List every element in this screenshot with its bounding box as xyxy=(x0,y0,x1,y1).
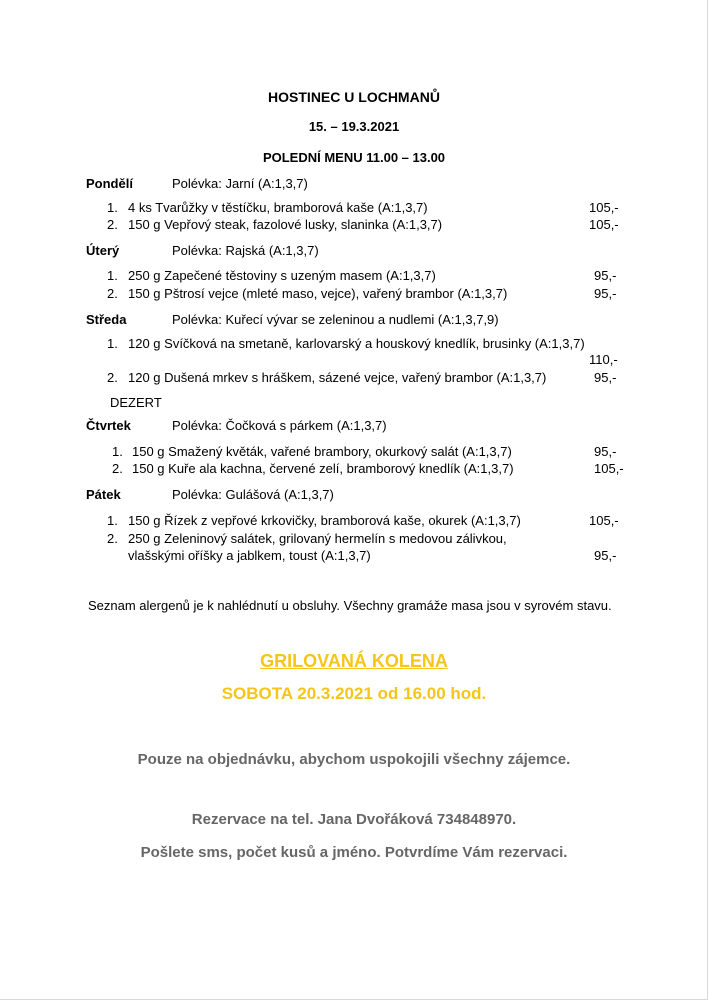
item-price: 110,- xyxy=(589,352,618,367)
item-number: 1. xyxy=(107,200,118,215)
day-name: Čtvrtek xyxy=(86,418,131,433)
promo-date: SOBOTA 20.3.2021 od 16.00 hod. xyxy=(221,684,487,703)
item-number: 1. xyxy=(107,268,118,283)
item-price: 95,- xyxy=(594,444,617,459)
item-text: 250 g Zeleninový salátek, grilovaný hermelín s medovou zálivkou, xyxy=(128,531,507,546)
item-number: 2. xyxy=(107,286,118,301)
item-text-continued: vlašskými oříšky a jablkem, toust (A:1,3,7) xyxy=(128,548,371,563)
item-text: 120 g Svíčková na smetaně, karlovarský a houskový knedlík, brusinky (A:1,3,7) xyxy=(128,336,585,351)
item-number: 1. xyxy=(107,513,118,528)
sms-info: Pošlete sms, počet kusů a jméno. Potvrdíme Vám rezervaci. xyxy=(140,844,568,861)
item-text: 150 g Kuře ala kachna, červené zelí, bramborový knedlík (A:1,3,7) xyxy=(132,461,514,476)
week-dates: 15. – 19.3.2021 xyxy=(308,119,400,134)
order-info: Pouze na objednávku, abychom uspokojili všechny zájemce. xyxy=(137,751,571,768)
item-text: 4 ks Tvarůžky v těstíčku, bramborová kaše (A:1,3,7) xyxy=(128,200,428,215)
item-price: 95,- xyxy=(594,286,617,301)
day-soup: Polévka: Čočková s párkem (A:1,3,7) xyxy=(172,418,387,433)
item-number: 2. xyxy=(107,217,118,232)
item-number: 2. xyxy=(112,461,123,476)
item-price: 95,- xyxy=(594,370,617,385)
lunch-menu-title: POLEDNÍ MENU 11.00 – 13.00 xyxy=(262,150,446,165)
promo-title: GRILOVANÁ KOLENA xyxy=(260,651,448,671)
day-soup: Polévka: Jarní (A:1,3,7) xyxy=(172,176,308,191)
item-price: 105,- xyxy=(589,513,619,528)
item-text: 250 g Zapečené těstoviny s uzeným masem (A:1,3,7) xyxy=(128,268,436,283)
day-name: Středa xyxy=(86,312,127,327)
item-number: 1. xyxy=(107,336,118,351)
item-price: 95,- xyxy=(594,268,617,283)
day-soup: Polévka: Rajská (A:1,3,7) xyxy=(172,243,319,258)
restaurant-title: HOSTINEC U LOCHMANŮ xyxy=(268,89,440,105)
item-price: 105,- xyxy=(589,217,619,232)
day-soup: Polévka: Gulášová (A:1,3,7) xyxy=(172,487,334,502)
allergen-note: Seznam alergenů je k nahlédnutí u obsluhy. Všechny gramáže masa jsou v syrovém stavu. xyxy=(88,598,612,613)
item-price: 105,- xyxy=(589,200,619,215)
item-text: 150 g Řízek z vepřové krkovičky, bramborová kaše, okurek (A:1,3,7) xyxy=(128,513,521,528)
item-price: 105,- xyxy=(594,461,624,476)
item-text: 150 g Smažený květák, vařené brambory, okurkový salát (A:1,3,7) xyxy=(132,444,512,459)
dessert-label: DEZERT xyxy=(110,395,162,410)
reservation-info: Rezervace na tel. Jana Dvořáková 734848970. xyxy=(191,811,517,828)
item-price: 95,- xyxy=(594,548,617,563)
day-name: Pondělí xyxy=(86,176,133,191)
item-text: 120 g Dušená mrkev s hráškem, sázené vejce, vařený brambor (A:1,3,7) xyxy=(128,370,547,385)
item-text: 150 g Pštrosí vejce (mleté maso, vejce), vařený brambor (A:1,3,7) xyxy=(128,286,508,301)
item-text: 150 g Vepřový steak, fazolové lusky, slaninka (A:1,3,7) xyxy=(128,217,443,232)
item-number: 1. xyxy=(112,444,123,459)
item-number: 2. xyxy=(107,531,118,546)
day-soup: Polévka: Kuřecí vývar se zeleninou a nudlemi (A:1,3,7,9) xyxy=(172,312,499,327)
item-number: 2. xyxy=(107,370,118,385)
day-name: Úterý xyxy=(86,243,120,258)
day-name: Pátek xyxy=(86,487,121,502)
